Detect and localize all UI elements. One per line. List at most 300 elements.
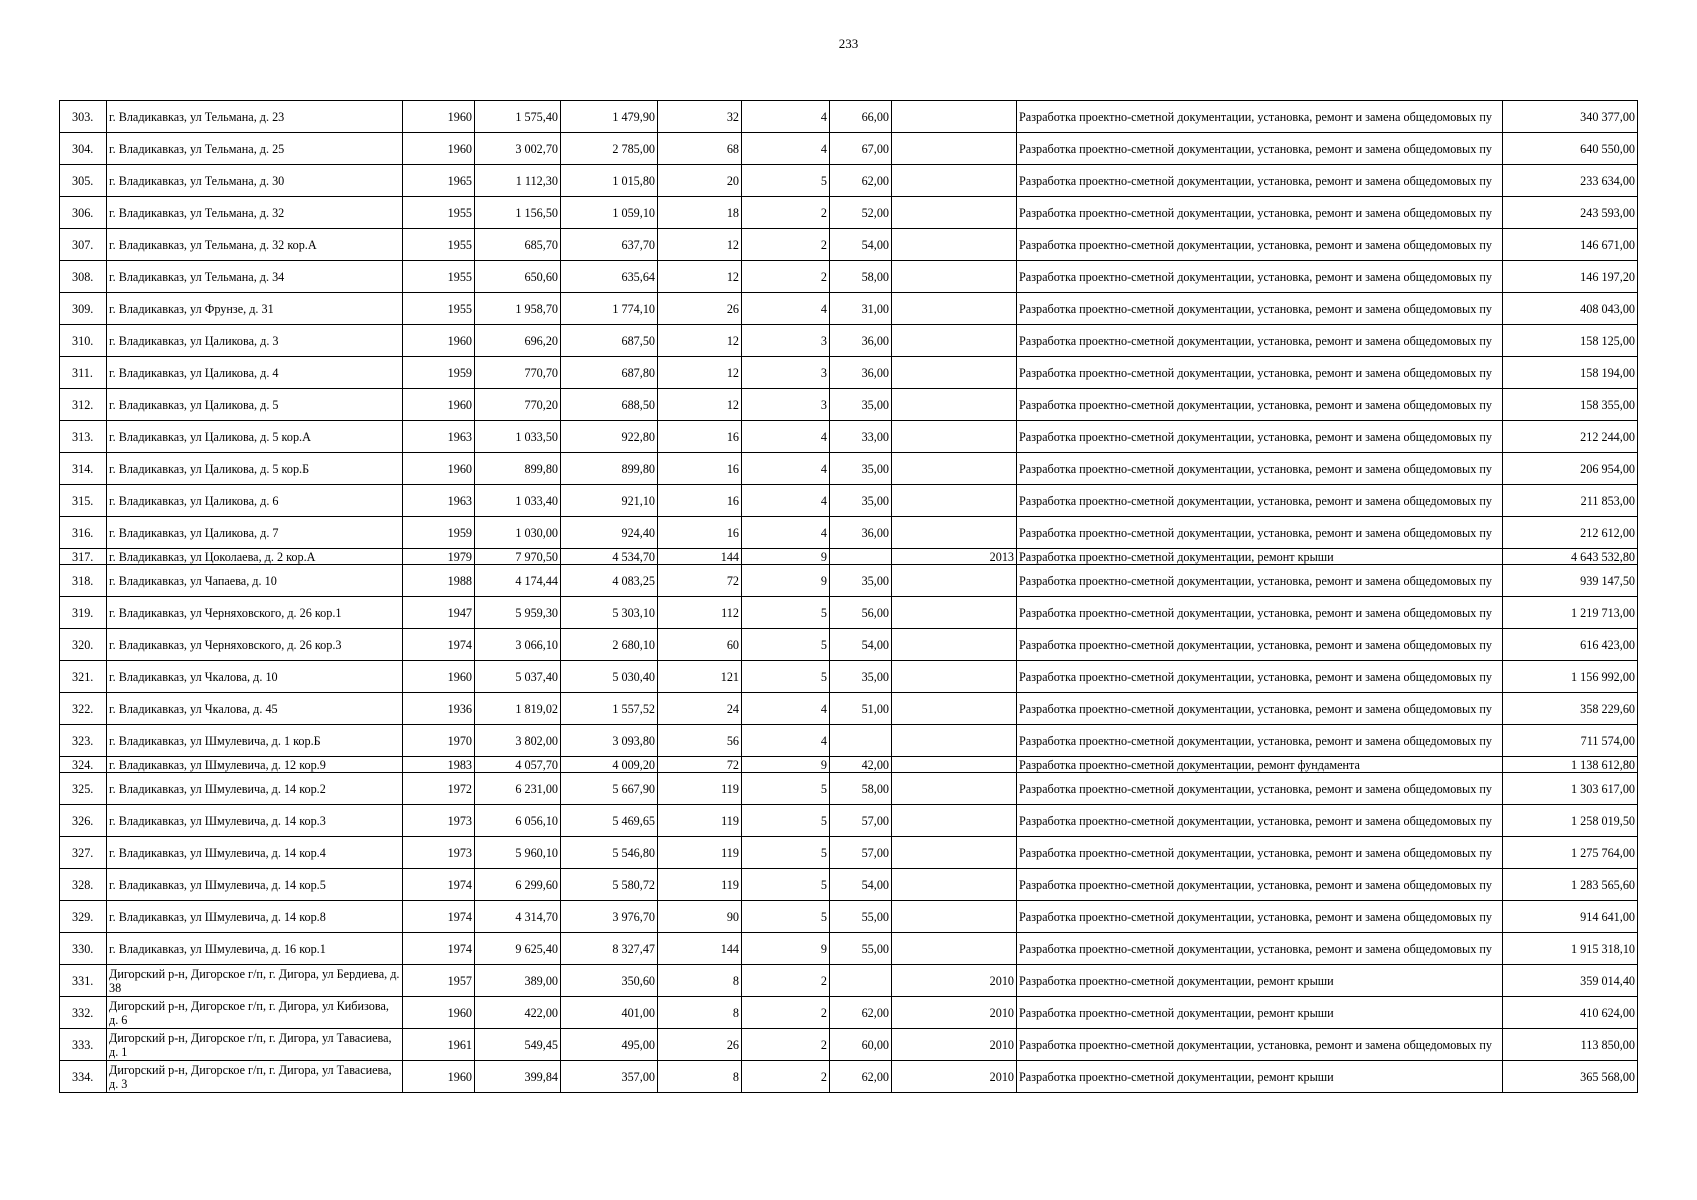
residents-cell: 72 xyxy=(658,565,742,597)
residential-area-cell: 2 785,00 xyxy=(561,133,658,165)
year-built-cell: 1974 xyxy=(403,933,475,965)
floors-cell: 2 xyxy=(742,229,830,261)
work-description-cell: Разработка проектно-сметной документации, установка, ремонт и замена общедомовых пу xyxy=(1017,133,1503,165)
year-built-cell: 1957 xyxy=(403,965,475,997)
year-built-cell: 1960 xyxy=(403,453,475,485)
residents-cell: 144 xyxy=(658,933,742,965)
total-area-cell: 4 057,70 xyxy=(475,757,561,773)
last-repair-year-cell xyxy=(892,597,1017,629)
last-repair-year-cell xyxy=(892,693,1017,725)
cost-cell: 158 125,00 xyxy=(1503,325,1638,357)
table-row xyxy=(60,485,1638,517)
floors-cell: 4 xyxy=(742,453,830,485)
residential-area-cell: 924,40 xyxy=(561,517,658,549)
last-repair-year-cell xyxy=(892,197,1017,229)
row-number: 309. xyxy=(60,293,107,325)
cost-cell: 939 147,50 xyxy=(1503,565,1638,597)
address-cell: г. Владикавказ, ул Тельмана, д. 32 xyxy=(107,197,403,229)
year-built-cell: 1988 xyxy=(403,565,475,597)
residential-area-cell: 1 479,90 xyxy=(561,101,658,133)
last-repair-year-cell xyxy=(892,773,1017,805)
floors-cell: 2 xyxy=(742,197,830,229)
cost-cell: 206 954,00 xyxy=(1503,453,1638,485)
wear-percent-cell: 66,00 xyxy=(830,101,892,133)
wear-percent-cell: 55,00 xyxy=(830,933,892,965)
address-cell: г. Владикавказ, ул Чкалова, д. 10 xyxy=(107,661,403,693)
cost-cell: 365 568,00 xyxy=(1503,1061,1638,1093)
last-repair-year-cell xyxy=(892,629,1017,661)
cost-cell: 1 303 617,00 xyxy=(1503,773,1638,805)
last-repair-year-cell xyxy=(892,565,1017,597)
residents-cell: 8 xyxy=(658,965,742,997)
residential-area-cell: 5 667,90 xyxy=(561,773,658,805)
row-number: 311. xyxy=(60,357,107,389)
table-row xyxy=(60,421,1638,453)
residents-cell: 119 xyxy=(658,837,742,869)
total-area-cell: 3 002,70 xyxy=(475,133,561,165)
address-cell: г. Владикавказ, ул Фрунзе, д. 31 xyxy=(107,293,403,325)
total-area-cell: 389,00 xyxy=(475,965,561,997)
residential-area-cell: 350,60 xyxy=(561,965,658,997)
floors-cell: 2 xyxy=(742,1029,830,1061)
floors-cell: 5 xyxy=(742,165,830,197)
floors-cell: 5 xyxy=(742,901,830,933)
residential-area-cell: 8 327,47 xyxy=(561,933,658,965)
address-cell: Дигорский р-н, Дигорское г/п, г. Дигора, ул Тавасиева, д. 1 xyxy=(107,1029,403,1061)
last-repair-year-cell xyxy=(892,517,1017,549)
address-cell: г. Владикавказ, ул Цаликова, д. 4 xyxy=(107,357,403,389)
address-cell: г. Владикавказ, ул Цаликова, д. 5 xyxy=(107,389,403,421)
total-area-cell: 3 066,10 xyxy=(475,629,561,661)
year-built-cell: 1959 xyxy=(403,517,475,549)
table-row xyxy=(60,1061,1638,1093)
address-cell: г. Владикавказ, ул Тельмана, д. 23 xyxy=(107,101,403,133)
work-description-cell: Разработка проектно-сметной документации, ремонт крыши xyxy=(1017,1061,1503,1093)
residential-area-cell: 3 976,70 xyxy=(561,901,658,933)
row-number: 305. xyxy=(60,165,107,197)
residents-cell: 72 xyxy=(658,757,742,773)
residential-area-cell: 357,00 xyxy=(561,1061,658,1093)
cost-cell: 711 574,00 xyxy=(1503,725,1638,757)
year-built-cell: 1963 xyxy=(403,485,475,517)
floors-cell: 9 xyxy=(742,549,830,565)
floors-cell: 2 xyxy=(742,261,830,293)
last-repair-year-cell xyxy=(892,325,1017,357)
floors-cell: 5 xyxy=(742,805,830,837)
last-repair-year-cell xyxy=(892,901,1017,933)
address-cell: г. Владикавказ, ул Черняховского, д. 26 кор.1 xyxy=(107,597,403,629)
residents-cell: 16 xyxy=(658,517,742,549)
work-description-cell: Разработка проектно-сметной документации, установка, ремонт и замена общедомовых пу xyxy=(1017,693,1503,725)
year-built-cell: 1955 xyxy=(403,261,475,293)
year-built-cell: 1960 xyxy=(403,1061,475,1093)
wear-percent-cell: 58,00 xyxy=(830,773,892,805)
residents-cell: 32 xyxy=(658,101,742,133)
year-built-cell: 1974 xyxy=(403,629,475,661)
address-cell: г. Владикавказ, ул Чапаева, д. 10 xyxy=(107,565,403,597)
table-row xyxy=(60,693,1638,725)
last-repair-year-cell xyxy=(892,165,1017,197)
residential-area-cell: 4 083,25 xyxy=(561,565,658,597)
residents-cell: 8 xyxy=(658,997,742,1029)
wear-percent-cell: 57,00 xyxy=(830,837,892,869)
wear-percent-cell: 36,00 xyxy=(830,325,892,357)
table-row xyxy=(60,661,1638,693)
residential-area-cell: 921,10 xyxy=(561,485,658,517)
table-row xyxy=(60,629,1638,661)
total-area-cell: 9 625,40 xyxy=(475,933,561,965)
row-number: 321. xyxy=(60,661,107,693)
year-built-cell: 1955 xyxy=(403,293,475,325)
residential-area-cell: 687,50 xyxy=(561,325,658,357)
residential-area-cell: 5 546,80 xyxy=(561,837,658,869)
wear-percent-cell: 54,00 xyxy=(830,229,892,261)
wear-percent-cell xyxy=(830,549,892,565)
residents-cell: 24 xyxy=(658,693,742,725)
last-repair-year-cell xyxy=(892,421,1017,453)
table-row xyxy=(60,325,1638,357)
residential-area-cell: 687,80 xyxy=(561,357,658,389)
row-number: 308. xyxy=(60,261,107,293)
row-number: 303. xyxy=(60,101,107,133)
page-number: 233 xyxy=(838,36,859,51)
year-built-cell: 1960 xyxy=(403,661,475,693)
work-description-cell: Разработка проектно-сметной документации, установка, ремонт и замена общедомовых пу xyxy=(1017,901,1503,933)
floors-cell: 3 xyxy=(742,357,830,389)
cost-cell: 340 377,00 xyxy=(1503,101,1638,133)
wear-percent-cell: 62,00 xyxy=(830,997,892,1029)
table-row xyxy=(60,933,1638,965)
row-number: 314. xyxy=(60,453,107,485)
cost-cell: 243 593,00 xyxy=(1503,197,1638,229)
total-area-cell: 770,20 xyxy=(475,389,561,421)
cost-cell: 146 671,00 xyxy=(1503,229,1638,261)
cost-cell: 1 156 992,00 xyxy=(1503,661,1638,693)
last-repair-year-cell xyxy=(892,389,1017,421)
residents-cell: 12 xyxy=(658,325,742,357)
total-area-cell: 1 030,00 xyxy=(475,517,561,549)
address-cell: г. Владикавказ, ул Шмулевича, д. 14 кор.5 xyxy=(107,869,403,901)
residential-area-cell: 1 557,52 xyxy=(561,693,658,725)
row-number: 326. xyxy=(60,805,107,837)
row-number: 325. xyxy=(60,773,107,805)
floors-cell: 9 xyxy=(742,757,830,773)
floors-cell: 2 xyxy=(742,1061,830,1093)
residents-cell: 26 xyxy=(658,1029,742,1061)
cost-cell: 146 197,20 xyxy=(1503,261,1638,293)
row-number: 329. xyxy=(60,901,107,933)
cost-cell: 212 612,00 xyxy=(1503,517,1638,549)
last-repair-year-cell: 2010 xyxy=(892,997,1017,1029)
address-cell: г. Владикавказ, ул Шмулевича, д. 14 кор.8 xyxy=(107,901,403,933)
last-repair-year-cell xyxy=(892,485,1017,517)
wear-percent-cell: 54,00 xyxy=(830,869,892,901)
floors-cell: 4 xyxy=(742,293,830,325)
year-built-cell: 1974 xyxy=(403,901,475,933)
table-row xyxy=(60,453,1638,485)
floors-cell: 9 xyxy=(742,565,830,597)
cost-cell: 359 014,40 xyxy=(1503,965,1638,997)
wear-percent-cell: 56,00 xyxy=(830,597,892,629)
total-area-cell: 3 802,00 xyxy=(475,725,561,757)
table-row xyxy=(60,357,1638,389)
cost-cell: 1 219 713,00 xyxy=(1503,597,1638,629)
total-area-cell: 399,84 xyxy=(475,1061,561,1093)
row-number: 316. xyxy=(60,517,107,549)
work-description-cell: Разработка проектно-сметной документации, установка, ремонт и замена общедомовых пу xyxy=(1017,1029,1503,1061)
floors-cell: 5 xyxy=(742,629,830,661)
work-description-cell: Разработка проектно-сметной документации, установка, ремонт и замена общедомовых пу xyxy=(1017,389,1503,421)
work-description-cell: Разработка проектно-сметной документации, установка, ремонт и замена общедомовых пу xyxy=(1017,101,1503,133)
row-number: 334. xyxy=(60,1061,107,1093)
residents-cell: 144 xyxy=(658,549,742,565)
address-cell: г. Владикавказ, ул Цаликова, д. 6 xyxy=(107,485,403,517)
table-row xyxy=(60,997,1638,1029)
table-row xyxy=(60,597,1638,629)
row-number: 328. xyxy=(60,869,107,901)
row-number: 333. xyxy=(60,1029,107,1061)
last-repair-year-cell: 2010 xyxy=(892,965,1017,997)
table-row xyxy=(60,101,1638,133)
total-area-cell: 650,60 xyxy=(475,261,561,293)
residents-cell: 119 xyxy=(658,773,742,805)
residential-area-cell: 495,00 xyxy=(561,1029,658,1061)
row-number: 318. xyxy=(60,565,107,597)
work-description-cell: Разработка проектно-сметной документации, установка, ремонт и замена общедомовых пу xyxy=(1017,229,1503,261)
wear-percent-cell: 60,00 xyxy=(830,1029,892,1061)
year-built-cell: 1960 xyxy=(403,133,475,165)
year-built-cell: 1955 xyxy=(403,229,475,261)
row-number: 331. xyxy=(60,965,107,997)
residential-area-cell: 4 009,20 xyxy=(561,757,658,773)
last-repair-year-cell xyxy=(892,101,1017,133)
address-cell: Дигорский р-н, Дигорское г/п, г. Дигора, ул Бердиева, д. 38 xyxy=(107,965,403,997)
address-cell: г. Владикавказ, ул Шмулевича, д. 14 кор.4 xyxy=(107,837,403,869)
table-row xyxy=(60,293,1638,325)
wear-percent-cell: 62,00 xyxy=(830,1061,892,1093)
floors-cell: 5 xyxy=(742,597,830,629)
table-row xyxy=(60,965,1638,997)
total-area-cell: 770,70 xyxy=(475,357,561,389)
residents-cell: 12 xyxy=(658,357,742,389)
table-row xyxy=(60,869,1638,901)
wear-percent-cell: 42,00 xyxy=(830,757,892,773)
row-number: 320. xyxy=(60,629,107,661)
year-built-cell: 1979 xyxy=(403,549,475,565)
wear-percent-cell: 35,00 xyxy=(830,565,892,597)
floors-cell: 4 xyxy=(742,421,830,453)
total-area-cell: 1 033,40 xyxy=(475,485,561,517)
total-area-cell: 4 314,70 xyxy=(475,901,561,933)
work-description-cell: Разработка проектно-сметной документации, установка, ремонт и замена общедомовых пу xyxy=(1017,933,1503,965)
last-repair-year-cell xyxy=(892,869,1017,901)
table-row xyxy=(60,901,1638,933)
residential-area-cell: 688,50 xyxy=(561,389,658,421)
cost-cell: 212 244,00 xyxy=(1503,421,1638,453)
work-description-cell: Разработка проектно-сметной документации, установка, ремонт и замена общедомовых пу xyxy=(1017,565,1503,597)
residential-area-cell: 5 030,40 xyxy=(561,661,658,693)
address-cell: г. Владикавказ, ул Шмулевича, д. 14 кор.3 xyxy=(107,805,403,837)
floors-cell: 4 xyxy=(742,725,830,757)
wear-percent-cell xyxy=(830,965,892,997)
row-number: 332. xyxy=(60,997,107,1029)
wear-percent-cell: 55,00 xyxy=(830,901,892,933)
residents-cell: 12 xyxy=(658,389,742,421)
table-row xyxy=(60,517,1638,549)
cost-cell: 211 853,00 xyxy=(1503,485,1638,517)
year-built-cell: 1963 xyxy=(403,421,475,453)
total-area-cell: 1 156,50 xyxy=(475,197,561,229)
row-number: 304. xyxy=(60,133,107,165)
work-description-cell: Разработка проектно-сметной документации, установка, ремонт и замена общедомовых пу xyxy=(1017,453,1503,485)
residents-cell: 12 xyxy=(658,229,742,261)
residential-area-cell: 922,80 xyxy=(561,421,658,453)
cost-cell: 233 634,00 xyxy=(1503,165,1638,197)
wear-percent-cell: 36,00 xyxy=(830,357,892,389)
row-number: 313. xyxy=(60,421,107,453)
residents-cell: 112 xyxy=(658,597,742,629)
last-repair-year-cell xyxy=(892,357,1017,389)
residents-cell: 26 xyxy=(658,293,742,325)
wear-percent-cell: 35,00 xyxy=(830,389,892,421)
last-repair-year-cell xyxy=(892,229,1017,261)
wear-percent-cell: 54,00 xyxy=(830,629,892,661)
work-description-cell: Разработка проектно-сметной документации, установка, ремонт и замена общедомовых пу xyxy=(1017,661,1503,693)
row-number: 330. xyxy=(60,933,107,965)
row-number: 319. xyxy=(60,597,107,629)
floors-cell: 3 xyxy=(742,389,830,421)
year-built-cell: 1960 xyxy=(403,389,475,421)
work-description-cell: Разработка проектно-сметной документации, установка, ремонт и замена общедомовых пу xyxy=(1017,773,1503,805)
residents-cell: 119 xyxy=(658,869,742,901)
wear-percent-cell: 51,00 xyxy=(830,693,892,725)
residential-area-cell: 5 469,65 xyxy=(561,805,658,837)
cost-cell: 1 275 764,00 xyxy=(1503,837,1638,869)
table-row xyxy=(60,133,1638,165)
cost-cell: 616 423,00 xyxy=(1503,629,1638,661)
work-description-cell: Разработка проектно-сметной документации, установка, ремонт и замена общедомовых пу xyxy=(1017,485,1503,517)
floors-cell: 9 xyxy=(742,933,830,965)
residents-cell: 16 xyxy=(658,453,742,485)
total-area-cell: 1 575,40 xyxy=(475,101,561,133)
residential-area-cell: 2 680,10 xyxy=(561,629,658,661)
table-row xyxy=(60,389,1638,421)
year-built-cell: 1961 xyxy=(403,1029,475,1061)
wear-percent-cell: 67,00 xyxy=(830,133,892,165)
table-row xyxy=(60,725,1638,757)
last-repair-year-cell: 2010 xyxy=(892,1029,1017,1061)
work-description-cell: Разработка проектно-сметной документации, установка, ремонт и замена общедомовых пу xyxy=(1017,597,1503,629)
floors-cell: 4 xyxy=(742,133,830,165)
total-area-cell: 549,45 xyxy=(475,1029,561,1061)
total-area-cell: 685,70 xyxy=(475,229,561,261)
wear-percent-cell xyxy=(830,725,892,757)
address-cell: г. Владикавказ, ул Шмулевича, д. 14 кор.2 xyxy=(107,773,403,805)
total-area-cell: 696,20 xyxy=(475,325,561,357)
floors-cell: 2 xyxy=(742,965,830,997)
year-built-cell: 1955 xyxy=(403,197,475,229)
cost-cell: 1 915 318,10 xyxy=(1503,933,1638,965)
row-number: 310. xyxy=(60,325,107,357)
total-area-cell: 5 037,40 xyxy=(475,661,561,693)
residents-cell: 68 xyxy=(658,133,742,165)
cost-cell: 113 850,00 xyxy=(1503,1029,1638,1061)
year-built-cell: 1983 xyxy=(403,757,475,773)
total-area-cell: 6 231,00 xyxy=(475,773,561,805)
work-description-cell: Разработка проектно-сметной документации, установка, ремонт и замена общедомовых пу xyxy=(1017,837,1503,869)
residential-area-cell: 401,00 xyxy=(561,997,658,1029)
last-repair-year-cell xyxy=(892,661,1017,693)
address-cell: г. Владикавказ, ул Шмулевича, д. 12 кор.9 xyxy=(107,757,403,773)
residential-area-cell: 1 774,10 xyxy=(561,293,658,325)
year-built-cell: 1947 xyxy=(403,597,475,629)
table-row xyxy=(60,165,1638,197)
wear-percent-cell: 31,00 xyxy=(830,293,892,325)
floors-cell: 4 xyxy=(742,517,830,549)
address-cell: г. Владикавказ, ул Шмулевича, д. 1 кор.Б xyxy=(107,725,403,757)
work-description-cell: Разработка проектно-сметной документации, установка, ремонт и замена общедомовых пу xyxy=(1017,357,1503,389)
cost-cell: 1 138 612,80 xyxy=(1503,757,1638,773)
total-area-cell: 1 819,02 xyxy=(475,693,561,725)
residents-cell: 20 xyxy=(658,165,742,197)
wear-percent-cell: 35,00 xyxy=(830,485,892,517)
last-repair-year-cell: 2010 xyxy=(892,1061,1017,1093)
wear-percent-cell: 52,00 xyxy=(830,197,892,229)
year-built-cell: 1960 xyxy=(403,101,475,133)
total-area-cell: 6 056,10 xyxy=(475,805,561,837)
total-area-cell: 899,80 xyxy=(475,453,561,485)
residents-cell: 16 xyxy=(658,421,742,453)
cost-cell: 1 258 019,50 xyxy=(1503,805,1638,837)
address-cell: г. Владикавказ, ул Цаликова, д. 5 кор.А xyxy=(107,421,403,453)
floors-cell: 5 xyxy=(742,661,830,693)
last-repair-year-cell xyxy=(892,133,1017,165)
residential-area-cell: 899,80 xyxy=(561,453,658,485)
work-description-cell: Разработка проектно-сметной документации, ремонт крыши xyxy=(1017,965,1503,997)
row-number: 317. xyxy=(60,549,107,565)
work-description-cell: Разработка проектно-сметной документации, ремонт фундамента xyxy=(1017,757,1503,773)
residents-cell: 60 xyxy=(658,629,742,661)
last-repair-year-cell xyxy=(892,837,1017,869)
table-row xyxy=(60,229,1638,261)
floors-cell: 5 xyxy=(742,869,830,901)
work-description-cell: Разработка проектно-сметной документации, установка, ремонт и замена общедомовых пу xyxy=(1017,325,1503,357)
work-description-cell: Разработка проектно-сметной документации, установка, ремонт и замена общедомовых пу xyxy=(1017,805,1503,837)
housing-register-table xyxy=(59,100,1638,1093)
total-area-cell: 4 174,44 xyxy=(475,565,561,597)
floors-cell: 2 xyxy=(742,997,830,1029)
address-cell: г. Владикавказ, ул Тельмана, д. 34 xyxy=(107,261,403,293)
address-cell: г. Владикавказ, ул Чкалова, д. 45 xyxy=(107,693,403,725)
floors-cell: 4 xyxy=(742,485,830,517)
cost-cell: 158 194,00 xyxy=(1503,357,1638,389)
work-description-cell: Разработка проектно-сметной документации, установка, ремонт и замена общедомовых пу xyxy=(1017,517,1503,549)
table-row xyxy=(60,261,1638,293)
year-built-cell: 1965 xyxy=(403,165,475,197)
residential-area-cell: 5 580,72 xyxy=(561,869,658,901)
cost-cell: 4 643 532,80 xyxy=(1503,549,1638,565)
year-built-cell: 1959 xyxy=(403,357,475,389)
address-cell: г. Владикавказ, ул Черняховского, д. 26 кор.3 xyxy=(107,629,403,661)
work-description-cell: Разработка проектно-сметной документации, ремонт крыши xyxy=(1017,997,1503,1029)
row-number: 312. xyxy=(60,389,107,421)
work-description-cell: Разработка проектно-сметной документации, установка, ремонт и замена общедомовых пу xyxy=(1017,421,1503,453)
table-row xyxy=(60,773,1638,805)
wear-percent-cell: 62,00 xyxy=(830,165,892,197)
last-repair-year-cell xyxy=(892,261,1017,293)
floors-cell: 3 xyxy=(742,325,830,357)
total-area-cell: 1 112,30 xyxy=(475,165,561,197)
